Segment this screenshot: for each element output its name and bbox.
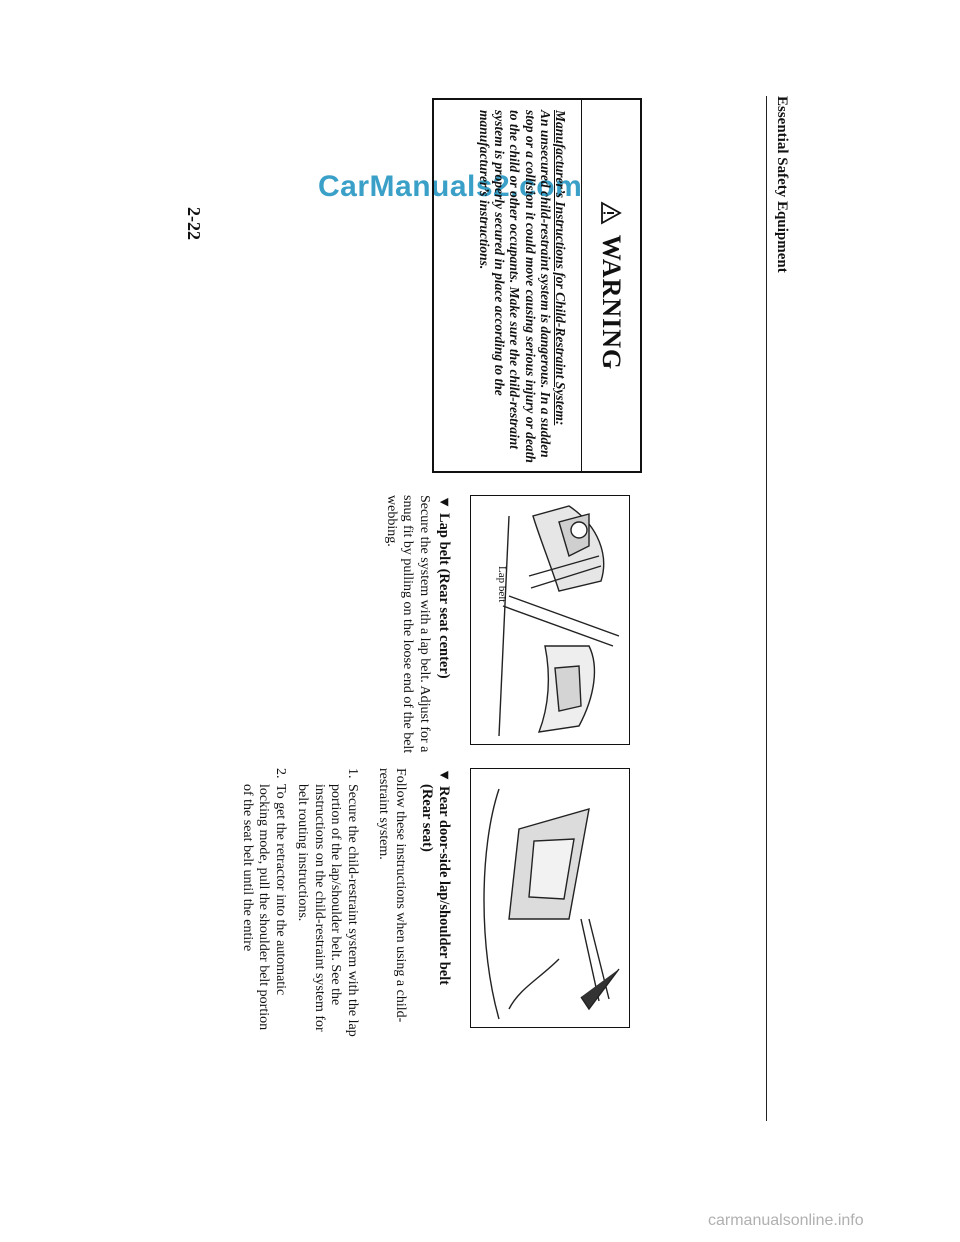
- lap-belt-body: Secure the system with a lap belt. Adjust for a snug fit by pulling on the loose end of the belt webbing.: [384, 495, 432, 754]
- lap-belt-callout: Lap belt: [496, 566, 508, 603]
- header-rule: [766, 96, 767, 1121]
- step-1: [294, 768, 360, 1038]
- step-2: [239, 768, 289, 1038]
- shoulder-belt-illustration: [470, 769, 629, 1028]
- step-1-text: Secure the child-restraint system with the lap portion of the lap/shoulder belt. See the instructions on the child-restraint system for belt routing instructions.: [295, 784, 360, 1037]
- door-side-heading: [418, 768, 452, 1038]
- warning-triangle-icon: [600, 201, 622, 225]
- door-side-heading-line2: (Rear seat): [419, 784, 435, 852]
- warning-body: [477, 110, 568, 463]
- door-side-belt-illustration: [470, 768, 630, 1028]
- warning-heading: WARNING: [597, 234, 626, 371]
- warning-box: [432, 98, 642, 473]
- watermark-bottom: carmanualsonline.info: [708, 1212, 864, 1229]
- door-side-steps: [233, 768, 361, 1038]
- lap-belt-illustration: [470, 495, 630, 745]
- door-side-intro: Follow these instructions when using a child-restraint system.: [376, 768, 408, 1023]
- section-title: Essential Safety Equipment: [774, 96, 790, 273]
- warning-text: An unsecured child-restraint system is dangerous. In a sudden stop or a collision it could move causing serious injury or death to the child or other occupants. Make sure the child-restraint system is properly secured in place according to the manufacturer’s instructions.: [476, 110, 553, 463]
- warning-header: [581, 100, 640, 471]
- watermark-top: CarManuals2.com: [318, 170, 583, 203]
- step-1-number: 1.: [345, 768, 360, 779]
- step-2-number: 2.: [273, 768, 288, 779]
- child-seat-illustration: [470, 496, 629, 745]
- step-2-text: To get the retractor into the automatic locking mode, pull the shoulder belt portion of the seat belt until the entire: [240, 784, 288, 1031]
- page-number: 2-22: [184, 207, 204, 240]
- lap-belt-heading: ▼ Lap belt (Rear seat center): [436, 495, 452, 679]
- door-side-heading-line1: ▼ Rear door-side lap/shoulder belt: [436, 768, 452, 986]
- warning-title: Manufacturer’s Instructions for Child-Restraint System:: [553, 110, 568, 426]
